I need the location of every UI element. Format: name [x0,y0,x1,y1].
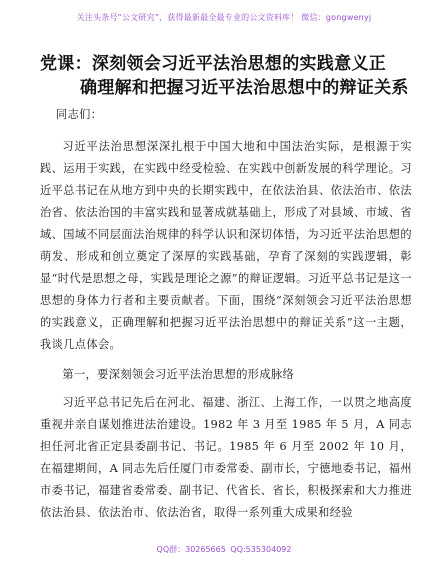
salutation: 同志们： [56,108,103,121]
footer-contact-note: QQ群：30265665 QQ:535304092 [156,545,292,554]
document-title [40,52,412,100]
section-paragraph: 习近平总书记先后在河北、福建、浙江、上海工作，一以贯之地高度重视并亲自谋划推进法治建设。1982 年 3 月至 1985 年 5 月，A 同志担任河北省正定县委副书记、书记。1985 年 6 月至 2002 年 10 月，在福建期间，A 同志先后任厦门市委常委、副市长，宁德地委书记，福州市委书记，福建省委常委、副书记、代省长、省长，积极探索和大力推进依法治县、依法治市、依法治省，取得一系列重大成果和经验 [40,396,412,519]
document-body [40,104,412,532]
section-heading: 第一，要深刻领会习近平法治思想的形成脉络 [62,368,295,381]
body-paragraph: 习近平法治思想深深扎根于中国大地和中国法治实际，是根源于实践、运用于实践，在实践中经受检验、在实践中创新发展的科学理论。习近平总书记在从地方到中央的长期实践中，在依法治县、依法治市、依法治省、依法治国的丰富实践和显著成就基础上，形成了对县域、市域、省域、国域不同层面法治规律的科学认识和深切体悟，为习近平法治思想的萌发、形成和创立奠定了深厚的实践基础，孕育了深刻的实践逻辑，彰显“时代是思想之母，实践是理论之源”的辩证逻辑。习近平总书记是这一思想的身体力行者和主要贡献者。下面，围绕“深刻领会习近平法治思想的实践意义，正确理解和把握习近平法治思想中的辩证关系”这一主题，我谈几点体会。 [40,140,412,351]
title-line-1: 党课：深刻领会习近平法治思想的实践意义正 [40,54,386,74]
title-line-2: 确理解和把握习近平法治思想中的辩证关系 [80,78,409,98]
header-promo-note: 关注头条号“公文研究”，获得最新最全最专业的公文资料库！ 微信：gongwenyj [76,13,372,22]
